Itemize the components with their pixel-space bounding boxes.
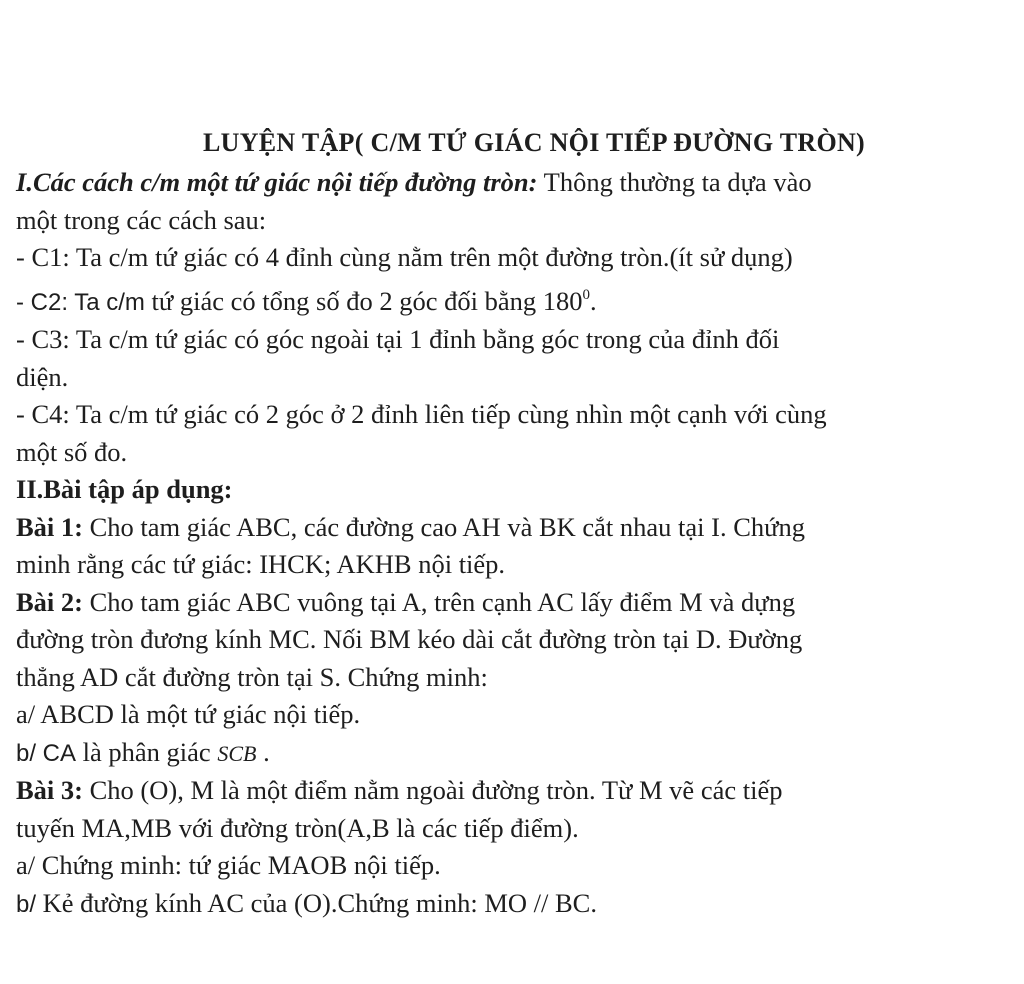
bai3-line2: tuyến MA,MB với đường tròn(A,B là các tiếp điểm).: [16, 812, 579, 843]
section1-intro: [16, 164, 1012, 202]
method-c3-line1: - C3: Ta c/m tứ giác có góc ngoài tại 1 đỉnh bằng góc trong của đỉnh đối: [16, 324, 780, 354]
bai1-text: Cho tam giác ABC, các đường cao AH và BK cắt nhau tại I. Chứng: [83, 511, 806, 542]
bai2-part-b-prefix: b/ CA: [16, 739, 77, 767]
method-c3-line2: diện.: [16, 361, 69, 392]
section1-heading: I.Các cách c/m một tứ giác nội tiếp đường tròn:: [16, 167, 538, 197]
bai2-line1: [16, 584, 1012, 622]
method-c4-line1: - C4: Ta c/m tứ giác có 2 góc ở 2 đỉnh liên tiếp cùng nhìn một cạnh với cùng: [16, 399, 827, 429]
bai2-text: Cho tam giác ABC vuông tại A, trên cạnh AC lấy điểm M và dựng: [83, 586, 796, 617]
method-c1: - C1: Ta c/m tứ giác có 4 đỉnh cùng nằm trên một đường tròn.(ít sử dụng): [16, 242, 793, 272]
bai2-line2: đường tròn đương kính MC. Nối BM kéo dài cắt đường tròn tại D. Đường: [16, 624, 803, 654]
method-c2-end: .: [589, 285, 597, 316]
method-c4-line2: một số đo.: [16, 436, 128, 467]
method-c2-prefix: - C2: Ta c/m: [16, 288, 145, 316]
section1-intro-line2: một trong các cách sau:: [16, 204, 267, 235]
bai2-part-b-end: .: [256, 736, 270, 767]
degree-sup: 0: [582, 286, 590, 303]
bai3-part-b: [16, 885, 1012, 924]
bai3-part-b-prefix: b/: [16, 890, 37, 918]
method-c2-text: tứ giác có tổng số đo 2 góc đối bằng 180: [144, 285, 583, 316]
bai2-line3: thẳng AD cắt đường tròn tại S. Chứng minh:: [16, 661, 488, 692]
bai2-label: Bài 2:: [16, 586, 83, 617]
bai1-line2: minh rằng các tứ giác: IHCK; AKHB nội tiếp.: [16, 549, 506, 579]
section2-heading: II.Bài tập áp dụng:: [16, 474, 233, 504]
page-title: LUYỆN TẬP( C/M TỨ GIÁC NỘI TIẾP ĐƯỜNG TRÒN): [203, 128, 865, 157]
bai3-part-a: a/ Chứng minh: tứ giác MAOB nội tiếp.: [16, 850, 441, 880]
bai3-line1: [16, 772, 1012, 810]
bai3-label: Bài 3:: [16, 775, 83, 805]
method-c2: [16, 277, 1012, 322]
bai3-part-b-text: Kẻ đường kính AC của (O).Chứng minh: MO // BC.: [36, 887, 597, 918]
bai1-label: Bài 1:: [16, 511, 83, 542]
bai2-part-a: a/ ABCD là một tứ giác nội tiếp.: [16, 699, 361, 729]
bai1-line1: [16, 509, 1012, 547]
section1-intro-text: Thông thường ta dựa vào: [537, 167, 812, 197]
bai2-part-b-text: là phân giác: [76, 736, 218, 767]
angle-scb: SCB: [217, 740, 257, 766]
bai2-part-b: [16, 734, 1012, 773]
bai3-text: Cho (O), M là một điểm nằm ngoài đường tròn. Từ M vẽ các tiếp: [83, 775, 783, 805]
document-page: [16, 128, 1012, 923]
